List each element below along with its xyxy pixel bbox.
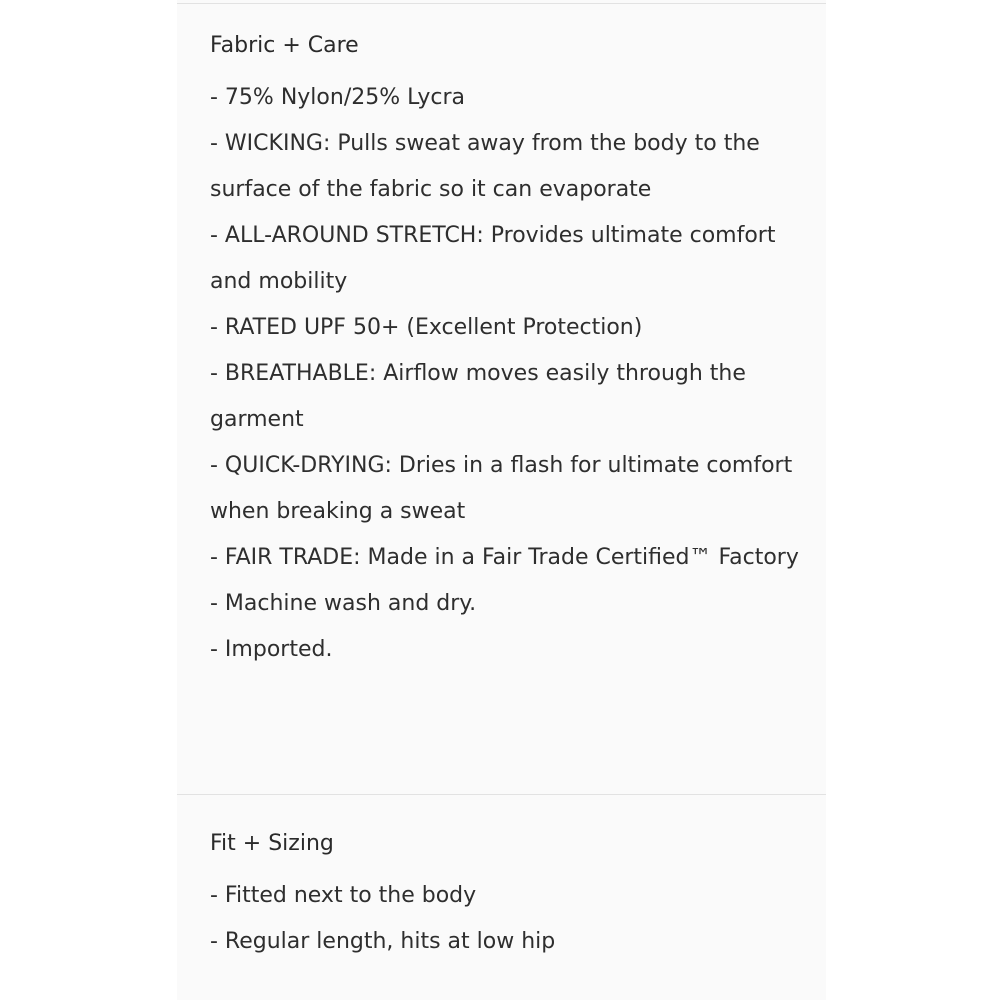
fabric-care-list: [210, 75, 810, 673]
fit-sizing-section: [210, 829, 810, 965]
fit-sizing-item: - Fitted next to the body: [210, 883, 477, 908]
fit-sizing-item: - Regular length, hits at low hip: [210, 929, 556, 954]
section-divider: [177, 794, 826, 795]
section-divider: [177, 3, 826, 4]
fabric-care-item: - WICKING: Pulls sweat away from the body to the surface of the fabric so it can evaporate: [210, 131, 760, 202]
fabric-care-item: - 75% Nylon/25% Lycra: [210, 85, 465, 110]
fabric-care-item: - Machine wash and dry.: [210, 591, 477, 616]
fabric-care-heading: Fabric + Care: [210, 33, 359, 58]
fabric-care-item: - RATED UPF 50+ (Excellent Protection): [210, 315, 643, 340]
fabric-care-section: [210, 31, 810, 673]
fabric-care-item: - FAIR TRADE: Made in a Fair Trade Certified™ Factory: [210, 545, 799, 570]
fabric-care-item: - QUICK-DRYING: Dries in a flash for ultimate comfort when breaking a sweat: [210, 453, 793, 524]
fit-sizing-list: [210, 873, 810, 965]
fabric-care-item: - BREATHABLE: Airflow moves easily through the garment: [210, 361, 746, 432]
fabric-care-item: - Imported.: [210, 637, 333, 662]
fabric-care-item: - ALL-AROUND STRETCH: Provides ultimate comfort and mobility: [210, 223, 776, 294]
fit-sizing-heading: Fit + Sizing: [210, 831, 334, 856]
